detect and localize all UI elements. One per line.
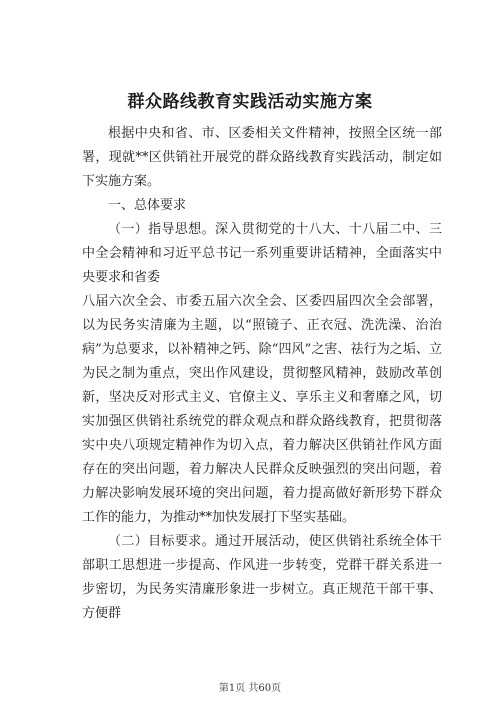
body-paragraph: 八届六次全会、市委五届六次全会、区委四届四次全会部署，以为民务实清廉为主题，以“照镜子、正衣冠、洗洗澡、治治病”为总要求，以补精神之钙、除“四风”之害、祛行为之垢、立为民之制为重点，突出作风建设，贯彻整风精神，鼓励改革创新，坚决反对形式主义、官僚主义、享乐主义和奢靡之风，切实加强区供销社系统党的群众观点和群众路线教育，把贯彻落实中央八项规定精神作为切入点，着力解决区供销社作风方面存在的突出问题，着力解决人民群众反映强烈的突出问题，着力解决影响发展环境的突出问题，着力提高做好新形势下群众工作的能力，为推动**加快发展打下坚实基础。 <box>82 294 442 525</box>
body-paragraph: （一）指导思想。深入贯彻党的十八大、十八届二中、三中全会精神和习近平总书记一系列重要讲话精神，全面落实中央要求和省委 <box>82 222 442 285</box>
document-body <box>82 122 442 626</box>
section-heading: 一、总体要求 <box>108 198 187 213</box>
document-title: 群众路线教育实践活动实施方案 <box>127 92 373 112</box>
body-paragraph: 根据中央和省、市、区委相关文件精神，按照全区统一部署，现就**区供销社开展党的群众路线教育实践活动，制定如下实施方案。 <box>82 126 442 189</box>
page-number: 第1页 共60页 <box>218 683 282 694</box>
body-paragraph: （二）目标要求。通过开展活动，使区供销社系统全体干部职工思想进一步提高、作风进一步转变，党群干群关系进一步密切，为民务实清廉形象进一步树立。真正规范干部干事、方便群 <box>82 534 442 621</box>
